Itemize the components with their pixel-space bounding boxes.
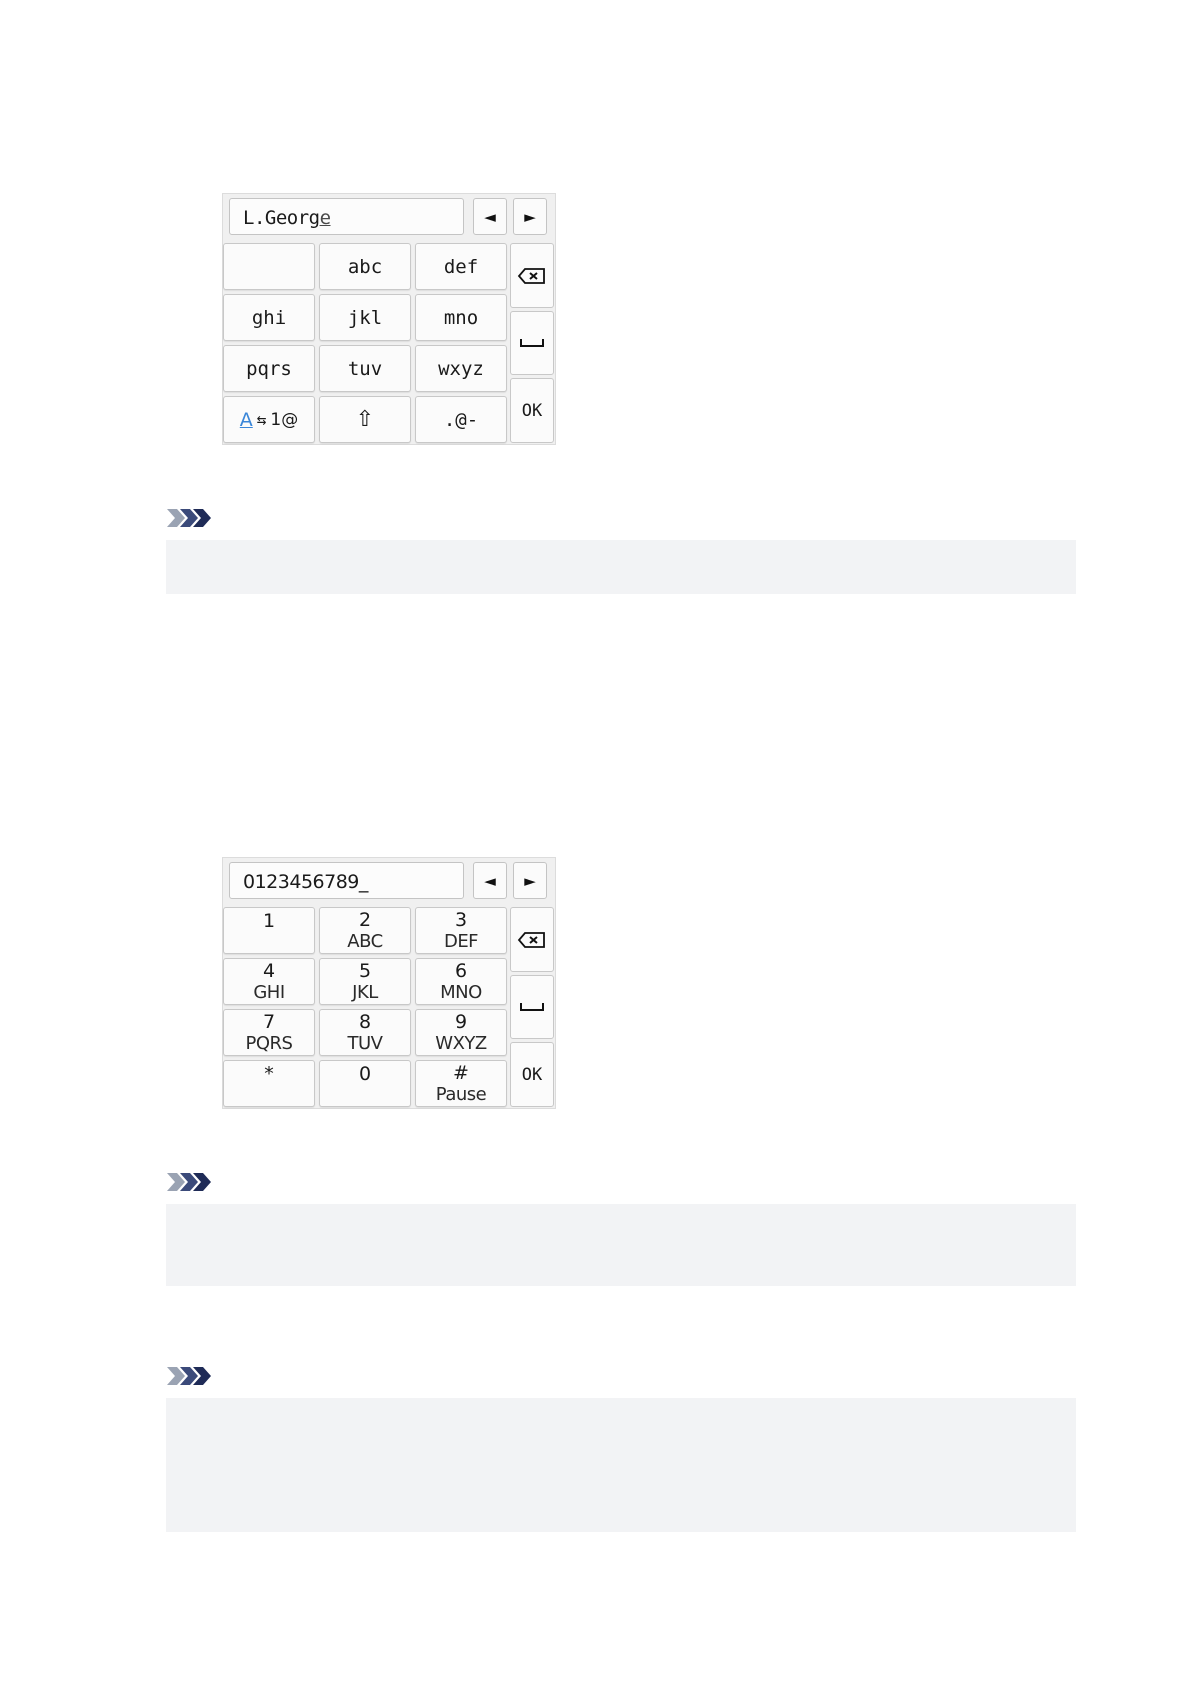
key-wxyz[interactable] — [415, 345, 507, 392]
key-number: 4 — [262, 959, 276, 982]
key-2[interactable] — [319, 907, 411, 954]
key-pqrs[interactable] — [223, 345, 315, 392]
key-0[interactable] — [319, 1060, 411, 1107]
ok-button[interactable] — [510, 1042, 554, 1107]
arrow-left-button[interactable] — [473, 862, 507, 899]
arrow-left-icon: ◄ — [484, 871, 496, 890]
backspace-button[interactable] — [510, 243, 554, 308]
input-mode-button[interactable] — [223, 396, 315, 443]
note-icon — [166, 1366, 214, 1386]
key-number: 1 — [262, 910, 276, 932]
key-asterisk[interactable] — [223, 1060, 315, 1107]
key-number: 7 — [262, 1010, 276, 1033]
backspace-button[interactable] — [510, 907, 554, 972]
number-entry-screen — [222, 857, 556, 1109]
key-letters: ABC — [347, 930, 383, 952]
arrow-left-button[interactable] — [473, 198, 507, 235]
note-box — [166, 1398, 1076, 1532]
key-number: 6 — [454, 959, 468, 982]
key-letters: MNO — [440, 981, 482, 1003]
arrow-left-icon: ◄ — [484, 207, 496, 226]
cursor-character: e — [319, 207, 331, 229]
text-input-field[interactable] — [229, 198, 464, 235]
ok-label: OK — [521, 1064, 543, 1085]
key-letters: GHI — [253, 981, 285, 1003]
arrow-right-button[interactable] — [513, 862, 547, 899]
key-jkl[interactable] — [319, 294, 411, 341]
key-3[interactable] — [415, 907, 507, 954]
key-number: 8 — [358, 1010, 372, 1033]
note-icon — [166, 1172, 214, 1192]
arrow-right-icon: ► — [524, 871, 536, 890]
arrow-right-icon: ► — [524, 207, 536, 226]
key-label: .@- — [443, 408, 479, 431]
key-abc[interactable] — [319, 243, 411, 290]
mode-alpha-label: A — [239, 408, 253, 431]
character-keypad — [223, 243, 507, 443]
key-9[interactable] — [415, 1009, 507, 1056]
key-number: 5 — [358, 959, 372, 982]
key-label: jkl — [347, 306, 383, 329]
switch-icon: ⇆ — [256, 409, 267, 429]
field-text: L.Georg — [243, 207, 320, 229]
key-label: ghi — [251, 306, 287, 329]
key-letters: TUV — [347, 1032, 383, 1054]
key-hash-pause[interactable] — [415, 1060, 507, 1107]
key-number: 0 — [358, 1063, 372, 1085]
key-tuv[interactable] — [319, 345, 411, 392]
key-number: 2 — [358, 908, 372, 931]
mode-numeric-label: 1@ — [270, 409, 299, 430]
key-letters: PQRS — [245, 1032, 293, 1054]
key-6[interactable] — [415, 958, 507, 1005]
space-icon — [519, 337, 545, 349]
note-box — [166, 1204, 1076, 1286]
key-number: 3 — [454, 908, 468, 931]
key-letters: WXYZ — [435, 1032, 487, 1054]
text-entry-screen — [222, 193, 556, 445]
key-label: mno — [443, 306, 479, 329]
key-7[interactable] — [223, 1009, 315, 1056]
space-button[interactable] — [510, 975, 554, 1039]
ok-button[interactable] — [510, 378, 554, 443]
ok-label: OK — [521, 400, 543, 421]
key-ghi[interactable] — [223, 294, 315, 341]
key-number: 9 — [454, 1010, 468, 1033]
key-5[interactable] — [319, 958, 411, 1005]
key-1[interactable] — [223, 907, 315, 954]
symbol-key[interactable] — [415, 396, 507, 443]
space-button[interactable] — [510, 311, 554, 375]
key-4[interactable] — [223, 958, 315, 1005]
key-number: * — [264, 1063, 274, 1085]
note-box — [166, 540, 1076, 594]
key-label: wxyz — [438, 357, 484, 380]
key-letters: Pause — [435, 1083, 487, 1105]
key-number: # — [453, 1061, 469, 1084]
key-label: pqrs — [246, 357, 292, 380]
shift-button[interactable] — [319, 396, 411, 443]
backspace-icon — [517, 267, 547, 285]
key-label: def — [443, 255, 479, 278]
key-def[interactable] — [415, 243, 507, 290]
number-input-field[interactable] — [229, 862, 464, 899]
key-letters: JKL — [352, 981, 378, 1003]
note-icon — [166, 508, 214, 528]
space-icon — [519, 1001, 545, 1013]
key-label: tuv — [347, 357, 383, 380]
key-blank[interactable] — [223, 243, 315, 290]
key-label: abc — [347, 255, 383, 278]
numeric-keypad — [223, 907, 507, 1107]
key-mno[interactable] — [415, 294, 507, 341]
shift-icon: ⇧ — [355, 406, 375, 432]
key-letters: DEF — [443, 930, 479, 952]
backspace-icon — [517, 931, 547, 949]
arrow-right-button[interactable] — [513, 198, 547, 235]
field-text: 0123456789_ — [243, 871, 368, 893]
key-8[interactable] — [319, 1009, 411, 1056]
